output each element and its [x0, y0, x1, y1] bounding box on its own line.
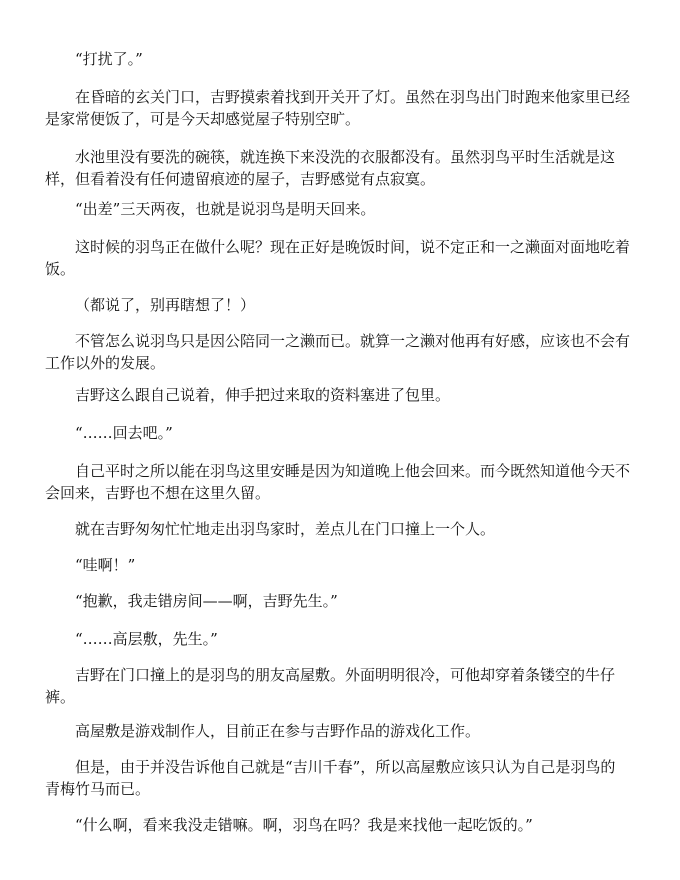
- paragraph-1: “打扰了。”: [75, 50, 143, 68]
- paragraph-10: 自己平时之所以能在羽鸟这里安睡是因为知道晚上他会回来。而今既然知道他今天不会回来，吉野也不想在这里久留。: [45, 462, 631, 502]
- paragraph-6: （都说了，别再瞎想了！）: [75, 296, 256, 314]
- paragraph-18: “什么啊，看来我没走错嘛。啊，羽鸟在吗？我是来找他一起吃饭的。”: [75, 816, 533, 834]
- paragraph-4: “出差”三天两夜，也就是说羽鸟是明天回来。: [75, 200, 376, 218]
- paragraph-12: “哇啊！”: [75, 556, 136, 574]
- paragraph-3: 水池里没有要洗的碗筷，就连换下来没洗的衣服都没有。虽然羽鸟平时生活就是这样，但看着没有任何遗留痕迹的屋子，吉野感觉有点寂寞。: [45, 148, 616, 188]
- paragraph-2: 在昏暗的玄关门口，吉野摸索着找到开关开了灯。虽然在羽鸟出门时跑来他家里已经是家常便饭了，可是今天却感觉屋子特别空旷。: [45, 88, 631, 128]
- paragraph-11: 就在吉野匆匆忙忙地走出羽鸟家时，差点儿在门口撞上一个人。: [75, 520, 496, 538]
- paragraph-14: “……高层敷，先生。”: [75, 630, 218, 648]
- paragraph-9: “……回去吧。”: [75, 424, 173, 442]
- paragraph-15: 吉野在门口撞上的是羽鸟的朋友高屋敷。外面明明很冷，可他却穿着条镂空的牛仔裤。: [45, 666, 616, 706]
- paragraph-17: 但是，由于并没告诉他自己就是“吉川千春”，所以高屋敷应该只认为自己是羽鸟的青梅竹马而已。: [45, 758, 616, 798]
- paragraph-5: 这时候的羽鸟正在做什么呢？现在正好是晚饭时间，说不定正和一之濑面对面地吃着饭。: [45, 238, 631, 278]
- paragraph-13: “抱歉，我走错房间——啊，吉野先生。”: [75, 592, 338, 610]
- paragraph-16: 高屋敷是游戏制作人，目前正在参与吉野作品的游戏化工作。: [75, 722, 481, 740]
- paragraph-8: 吉野这么跟自己说着，伸手把过来取的资料塞进了包里。: [75, 386, 451, 404]
- paragraph-7: 不管怎么说羽鸟只是因公陪同一之濑而已。就算一之濑对他再有好感，应该也不会有工作以外的发展。: [45, 332, 631, 372]
